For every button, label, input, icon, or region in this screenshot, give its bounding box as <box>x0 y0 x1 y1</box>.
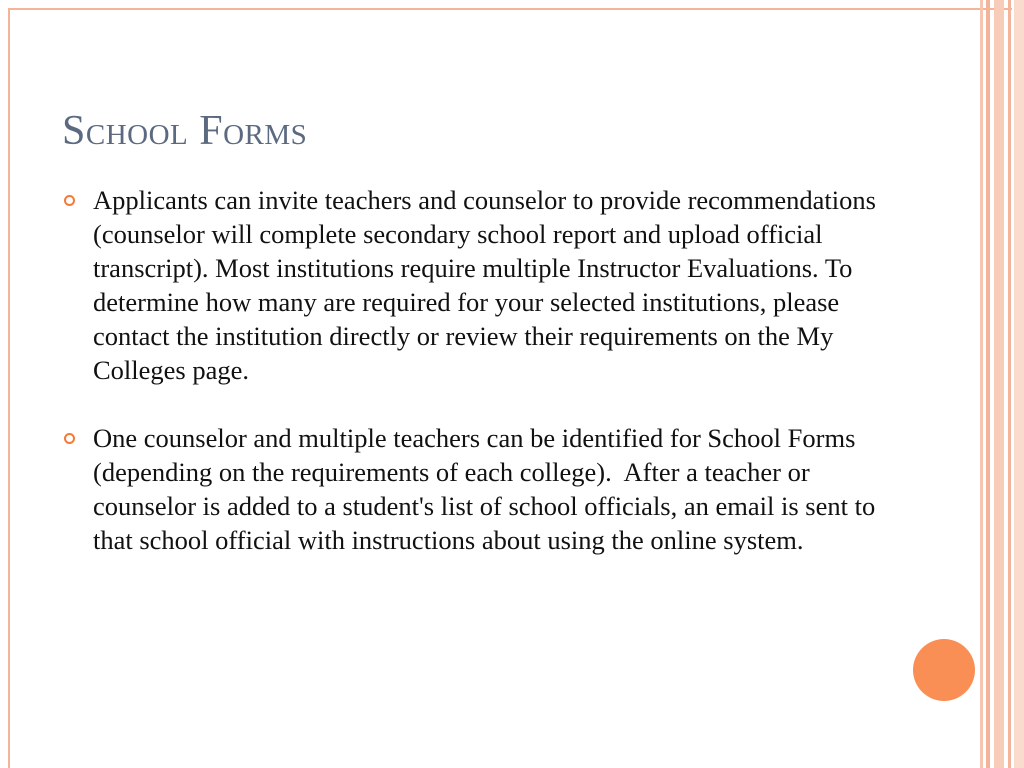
bullet-circle-icon <box>64 433 75 444</box>
bullet-item <box>62 183 882 387</box>
bullet-text: Applicants can invite teachers and counselor to provide recommendations (counselor will complete secondary school report and upload official transcript). Most institutions require multiple Instructor Evaluations. To determine how many are required for your selected institutions, please contact the institution directly or review their requirements on the My Colleges page. <box>93 185 883 385</box>
bullet-circle-icon <box>64 195 75 206</box>
bullet-item <box>62 421 882 557</box>
decorative-stripe <box>1008 0 1011 768</box>
decorative-stripe <box>980 0 983 768</box>
bullet-list <box>62 183 882 591</box>
bullet-text: One counselor and multiple teachers can be identified for School Forms (depending on the requirements of each college). After a teacher or counselor is added to a student's list of school officials, an email is sent to that school official with instructions about using the online system. <box>93 423 882 555</box>
slide-title: School Forms <box>62 108 308 154</box>
decorative-stripe <box>1014 0 1024 768</box>
decorative-stripe <box>994 0 1004 768</box>
decorative-stripe <box>986 0 990 768</box>
decorative-circle <box>913 639 975 701</box>
